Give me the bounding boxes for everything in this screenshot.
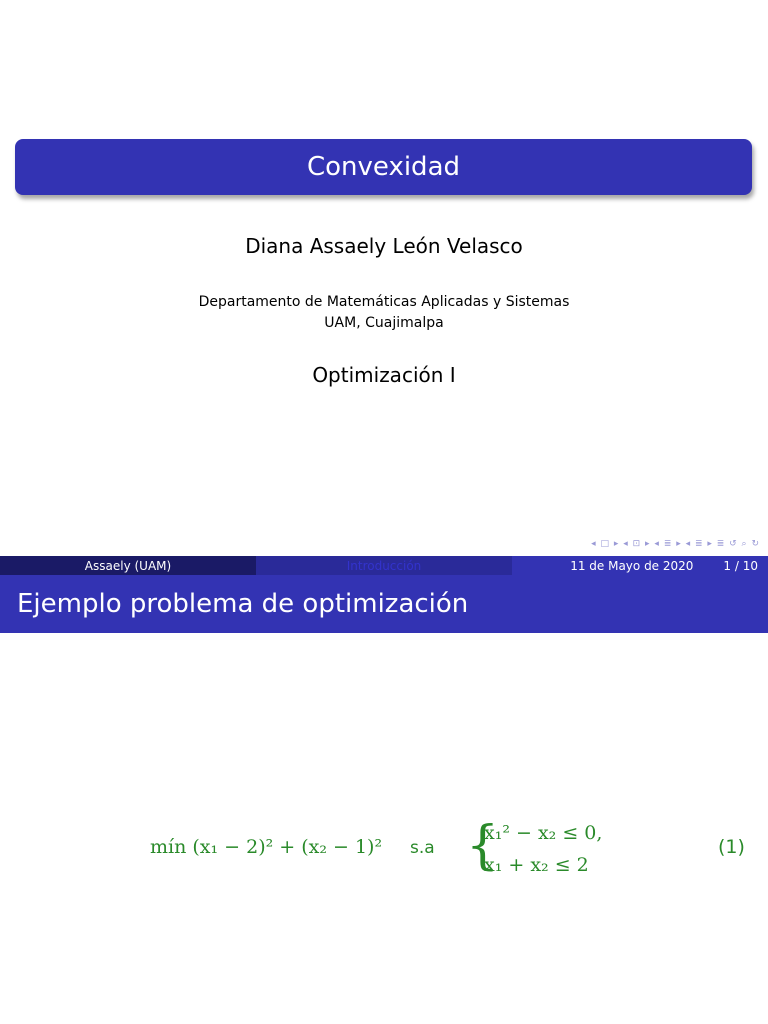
optimization-equation [0, 818, 768, 882]
institution-line-1: Departamento de Matemáticas Aplicadas y Sistemas [198, 294, 570, 310]
footer-page-number: 1 / 10 [723, 558, 758, 573]
constraint-2: x₁ + x₂ ≤ 2 [484, 854, 589, 876]
footer-section[interactable]: Introducción [256, 556, 512, 575]
author-name: Diana Assaely León Velasco [245, 234, 523, 258]
presentation-title: Convexidad [306, 152, 461, 182]
footer-date: 11 de Mayo de 2020 [570, 558, 694, 573]
institution [0, 292, 768, 334]
footer-author: Assaely (UAM) [0, 556, 256, 575]
institution-line-2: UAM, Cuajimalpa [324, 315, 444, 331]
title-box [15, 139, 752, 195]
footline [0, 556, 768, 575]
constraint-1: x₁² − x₂ ≤ 0, [484, 822, 603, 844]
left-brace: { [466, 816, 500, 876]
equation-number: (1) [718, 836, 745, 858]
subject-to-label: s.a [410, 838, 435, 858]
frame-title: Ejemplo problema de optimización [0, 575, 768, 633]
objective-function: mín (x₁ − 2)² + (x₂ − 1)² [150, 836, 383, 858]
course-name: Optimización I [312, 363, 456, 387]
footer-date-page [512, 556, 768, 575]
navigation-symbols[interactable]: ◂ □ ▸ ◂ ⊡ ▸ ◂ ≣ ▸ ◂ ≣ ▸ ≣ ↺ ⌕ ↻ [591, 539, 760, 549]
